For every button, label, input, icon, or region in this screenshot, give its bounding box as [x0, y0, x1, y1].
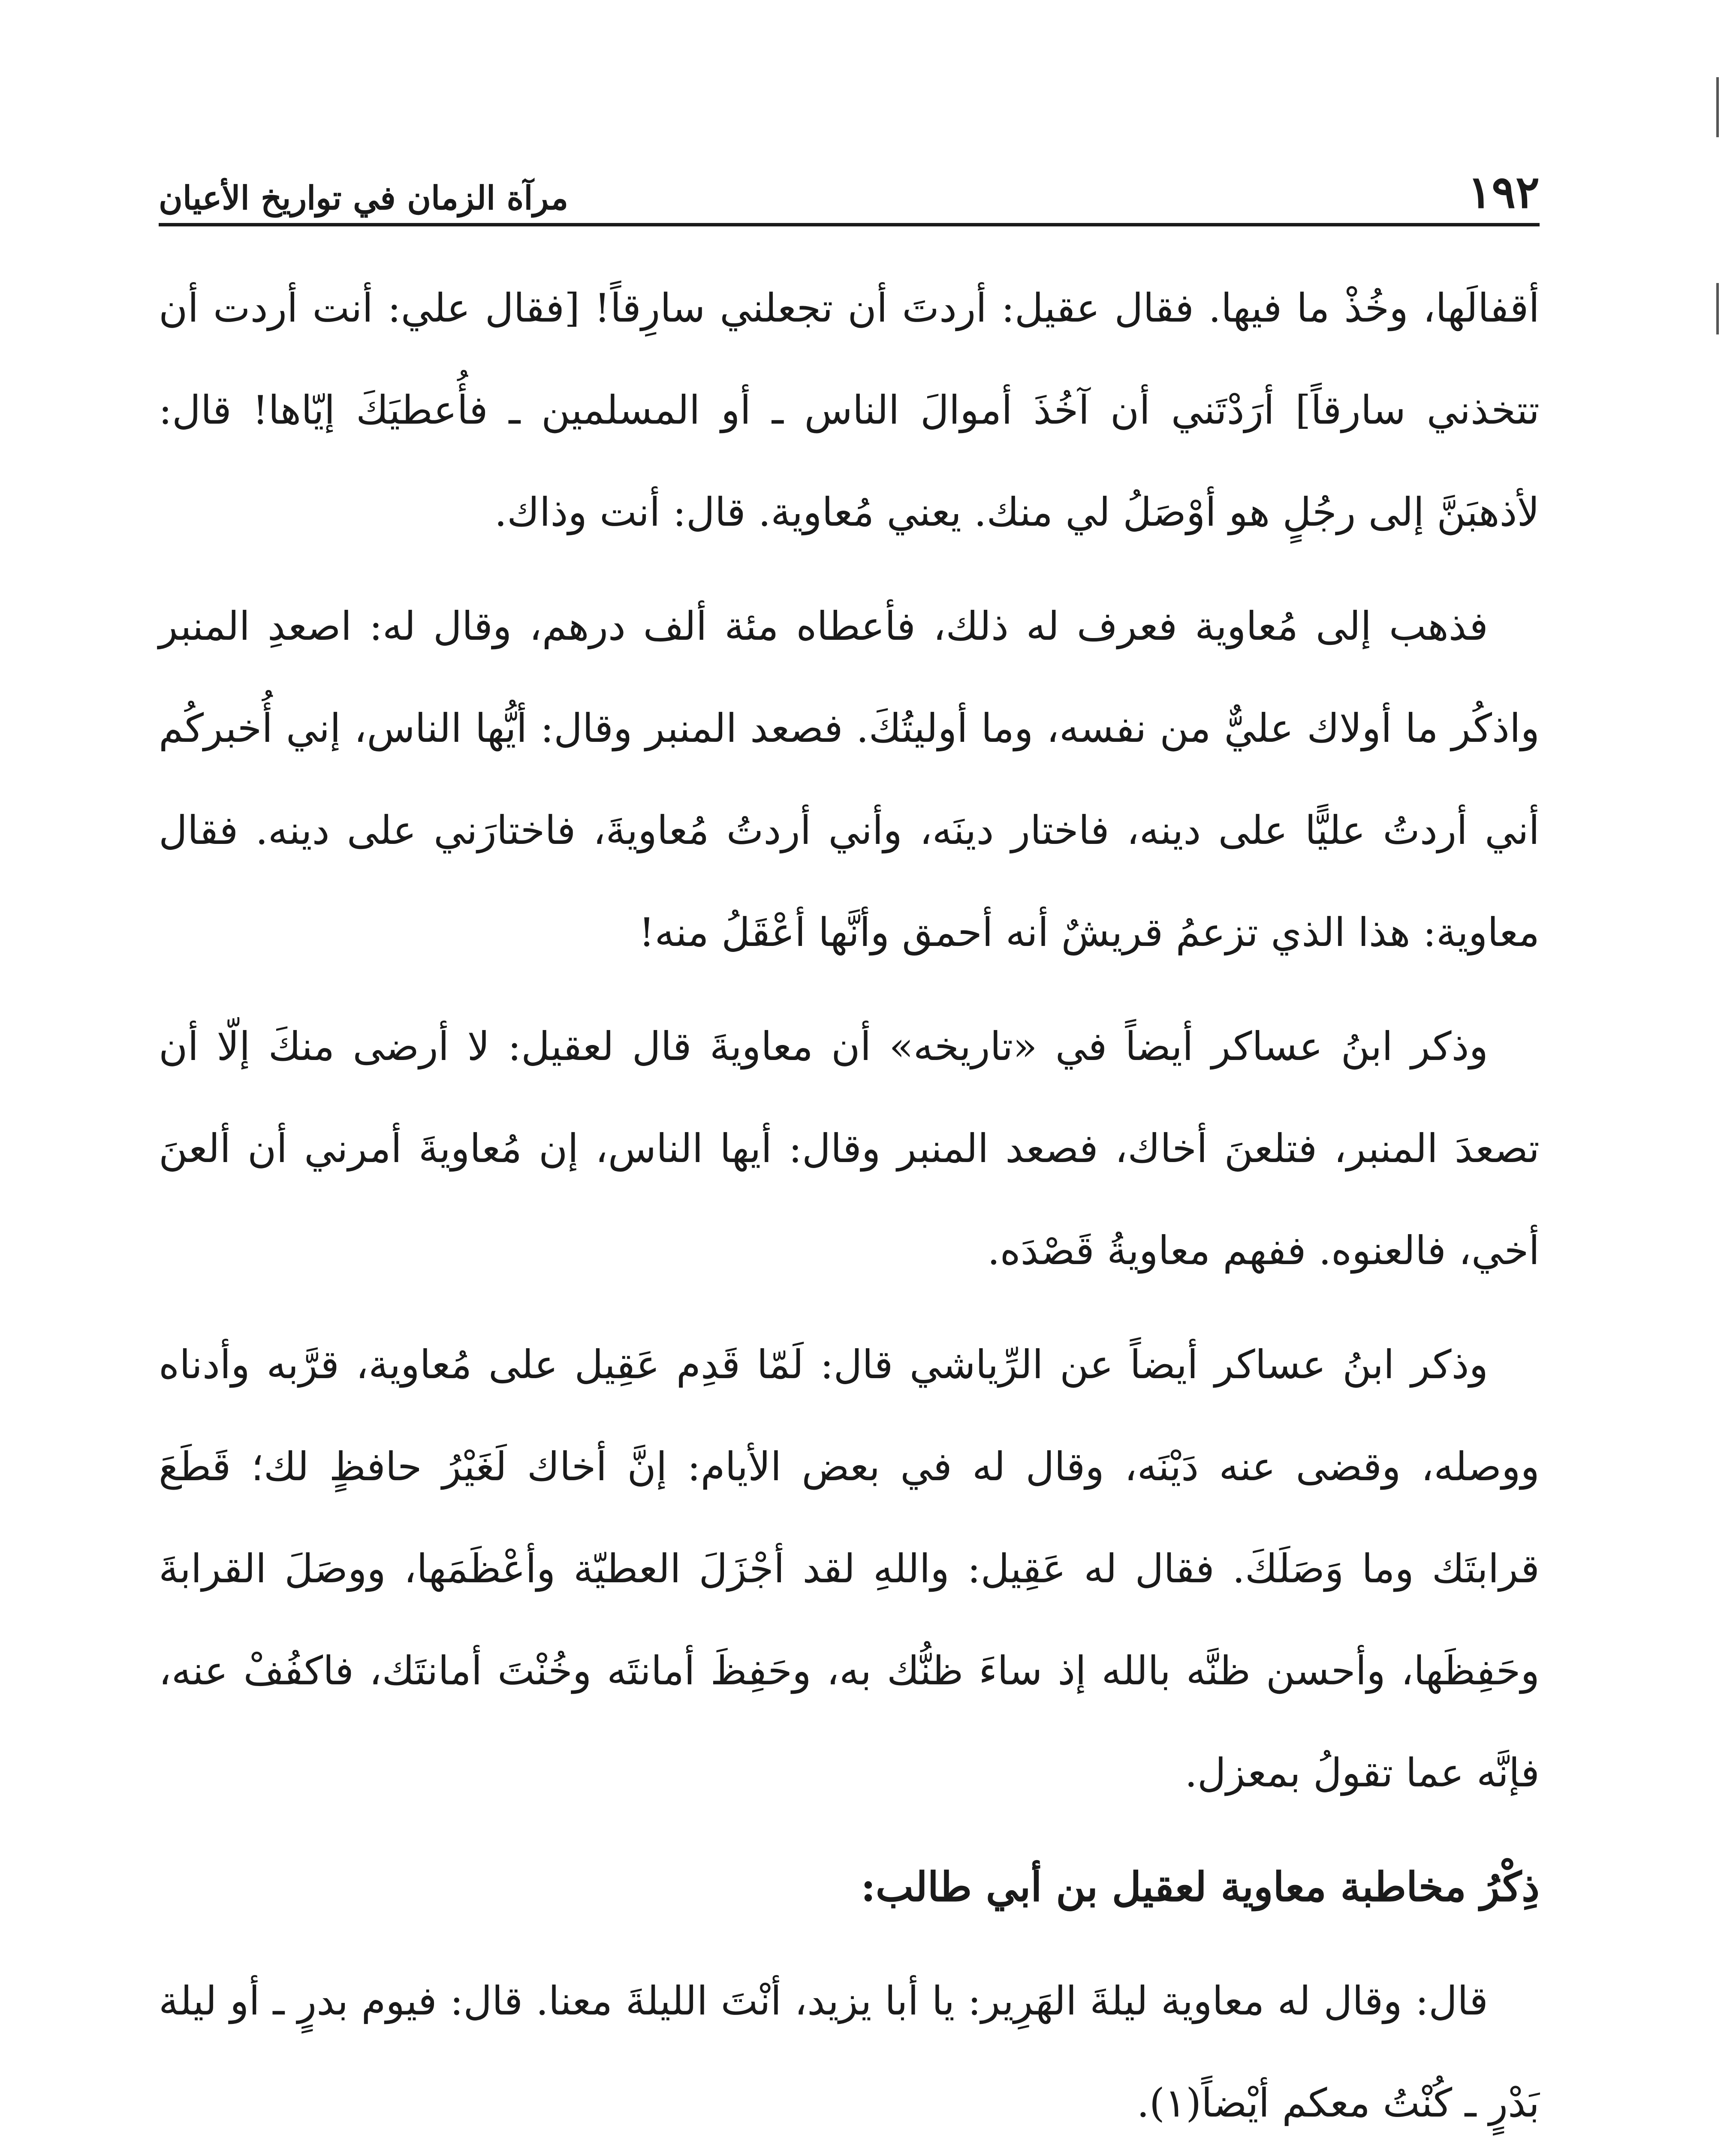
scan-edge-mark-middle	[1716, 283, 1719, 334]
paragraph-4: وذكر ابنُ عساكر أيضاً عن الرِّياشي قال: لَمّا قَدِم عَقِيل على مُعاوية، قرَّبه وأدناه ووصله، وقضى عنه دَيْنَه، وقال له في بعض الأيام: إنَّ أخاك لَغَيْرُ حافظٍ لك؛ قَطَعَ قرابتَك وما وَصَلَكَ. فقال له عَقِيل: واللهِ لقد أجْزَلَ العطيّة وأعْظَمَها، ووصَلَ القرابةَ وحَفِظَها، وأحسن ظنَّه بالله إذ ساءَ ظنُّك به، وحَفِظَ أمانتَه وخُنْتَ أمانتَك، فاكفُفْ عنه، فإنَّه عما تقولُ بمعزل.	[159, 1342, 1540, 1796]
main-text	[159, 257, 1540, 2144]
page-number: ١٩٢	[1468, 166, 1540, 218]
section-heading: ذِكْرُ مخاطبة معاوية لعقيل بن أبي طالب:	[861, 1864, 1540, 1911]
paragraph-1: أقفالَها، وخُذْ ما فيها. فقال عقيل: أردتَ أن تجعلني سارِقاً! [فقال علي: أنت أردت أن تتخذني سارقاً] أرَدْتَني أن آخُذَ أموالَ الناس ـ أو المسلمين ـ فأُعطيَكَ إيّاها! قال: لأذهبَنَّ إلى رجُلٍ هو أوْصَلُ لي منك. يعني مُعاوية. قال: أنت وذاك.	[159, 285, 1540, 535]
paragraph-5: قال: وقال له معاوية ليلةَ الهَرِير: يا أبا يزيد، أنْتَ الليلةَ معنا. قال: فيوم بدرٍ ـ أو ليلة بَدْرٍ ـ كُنْتُ معكم أيْضاً(١).	[159, 1978, 1540, 2126]
book-page	[159, 129, 1540, 2144]
running-title: مرآة الزمان في تواريخ الأعيان	[159, 179, 569, 217]
paragraph-3: وذكر ابنُ عساكر أيضاً في «تاريخه» أن معاويةَ قال لعقيل: لا أرضى منكَ إلّا أن تصعدَ المنبر، فتلعنَ أخاك، فصعد المنبر وقال: أيها الناس، إن مُعاويةَ أمرني أن ألعنَ أخي، فالعنوه. ففهم معاويةُ قَصْدَه.	[159, 1024, 1540, 1274]
page-header	[159, 154, 1540, 226]
paragraph-2: فذهب إلى مُعاوية فعرف له ذلك، فأعطاه مئة ألف درهم، وقال له: اصعدِ المنبر واذكُر ما أولاك عليٌّ من نفسه، وما أوليتُكَ. فصعد المنبر وقال: أيُّها الناس، إني أُخبركُم أني أردتُ عليًّا على دينه، فاختار دينَه، وأني أردتُ مُعاويةَ، فاختارَني على دينه. فقال معاوية: هذا الذي تزعمُ قريشٌ أنه أحمق وأنَّها أعْقَلُ منه!	[159, 603, 1540, 955]
scan-edge-mark-top	[1716, 77, 1719, 137]
